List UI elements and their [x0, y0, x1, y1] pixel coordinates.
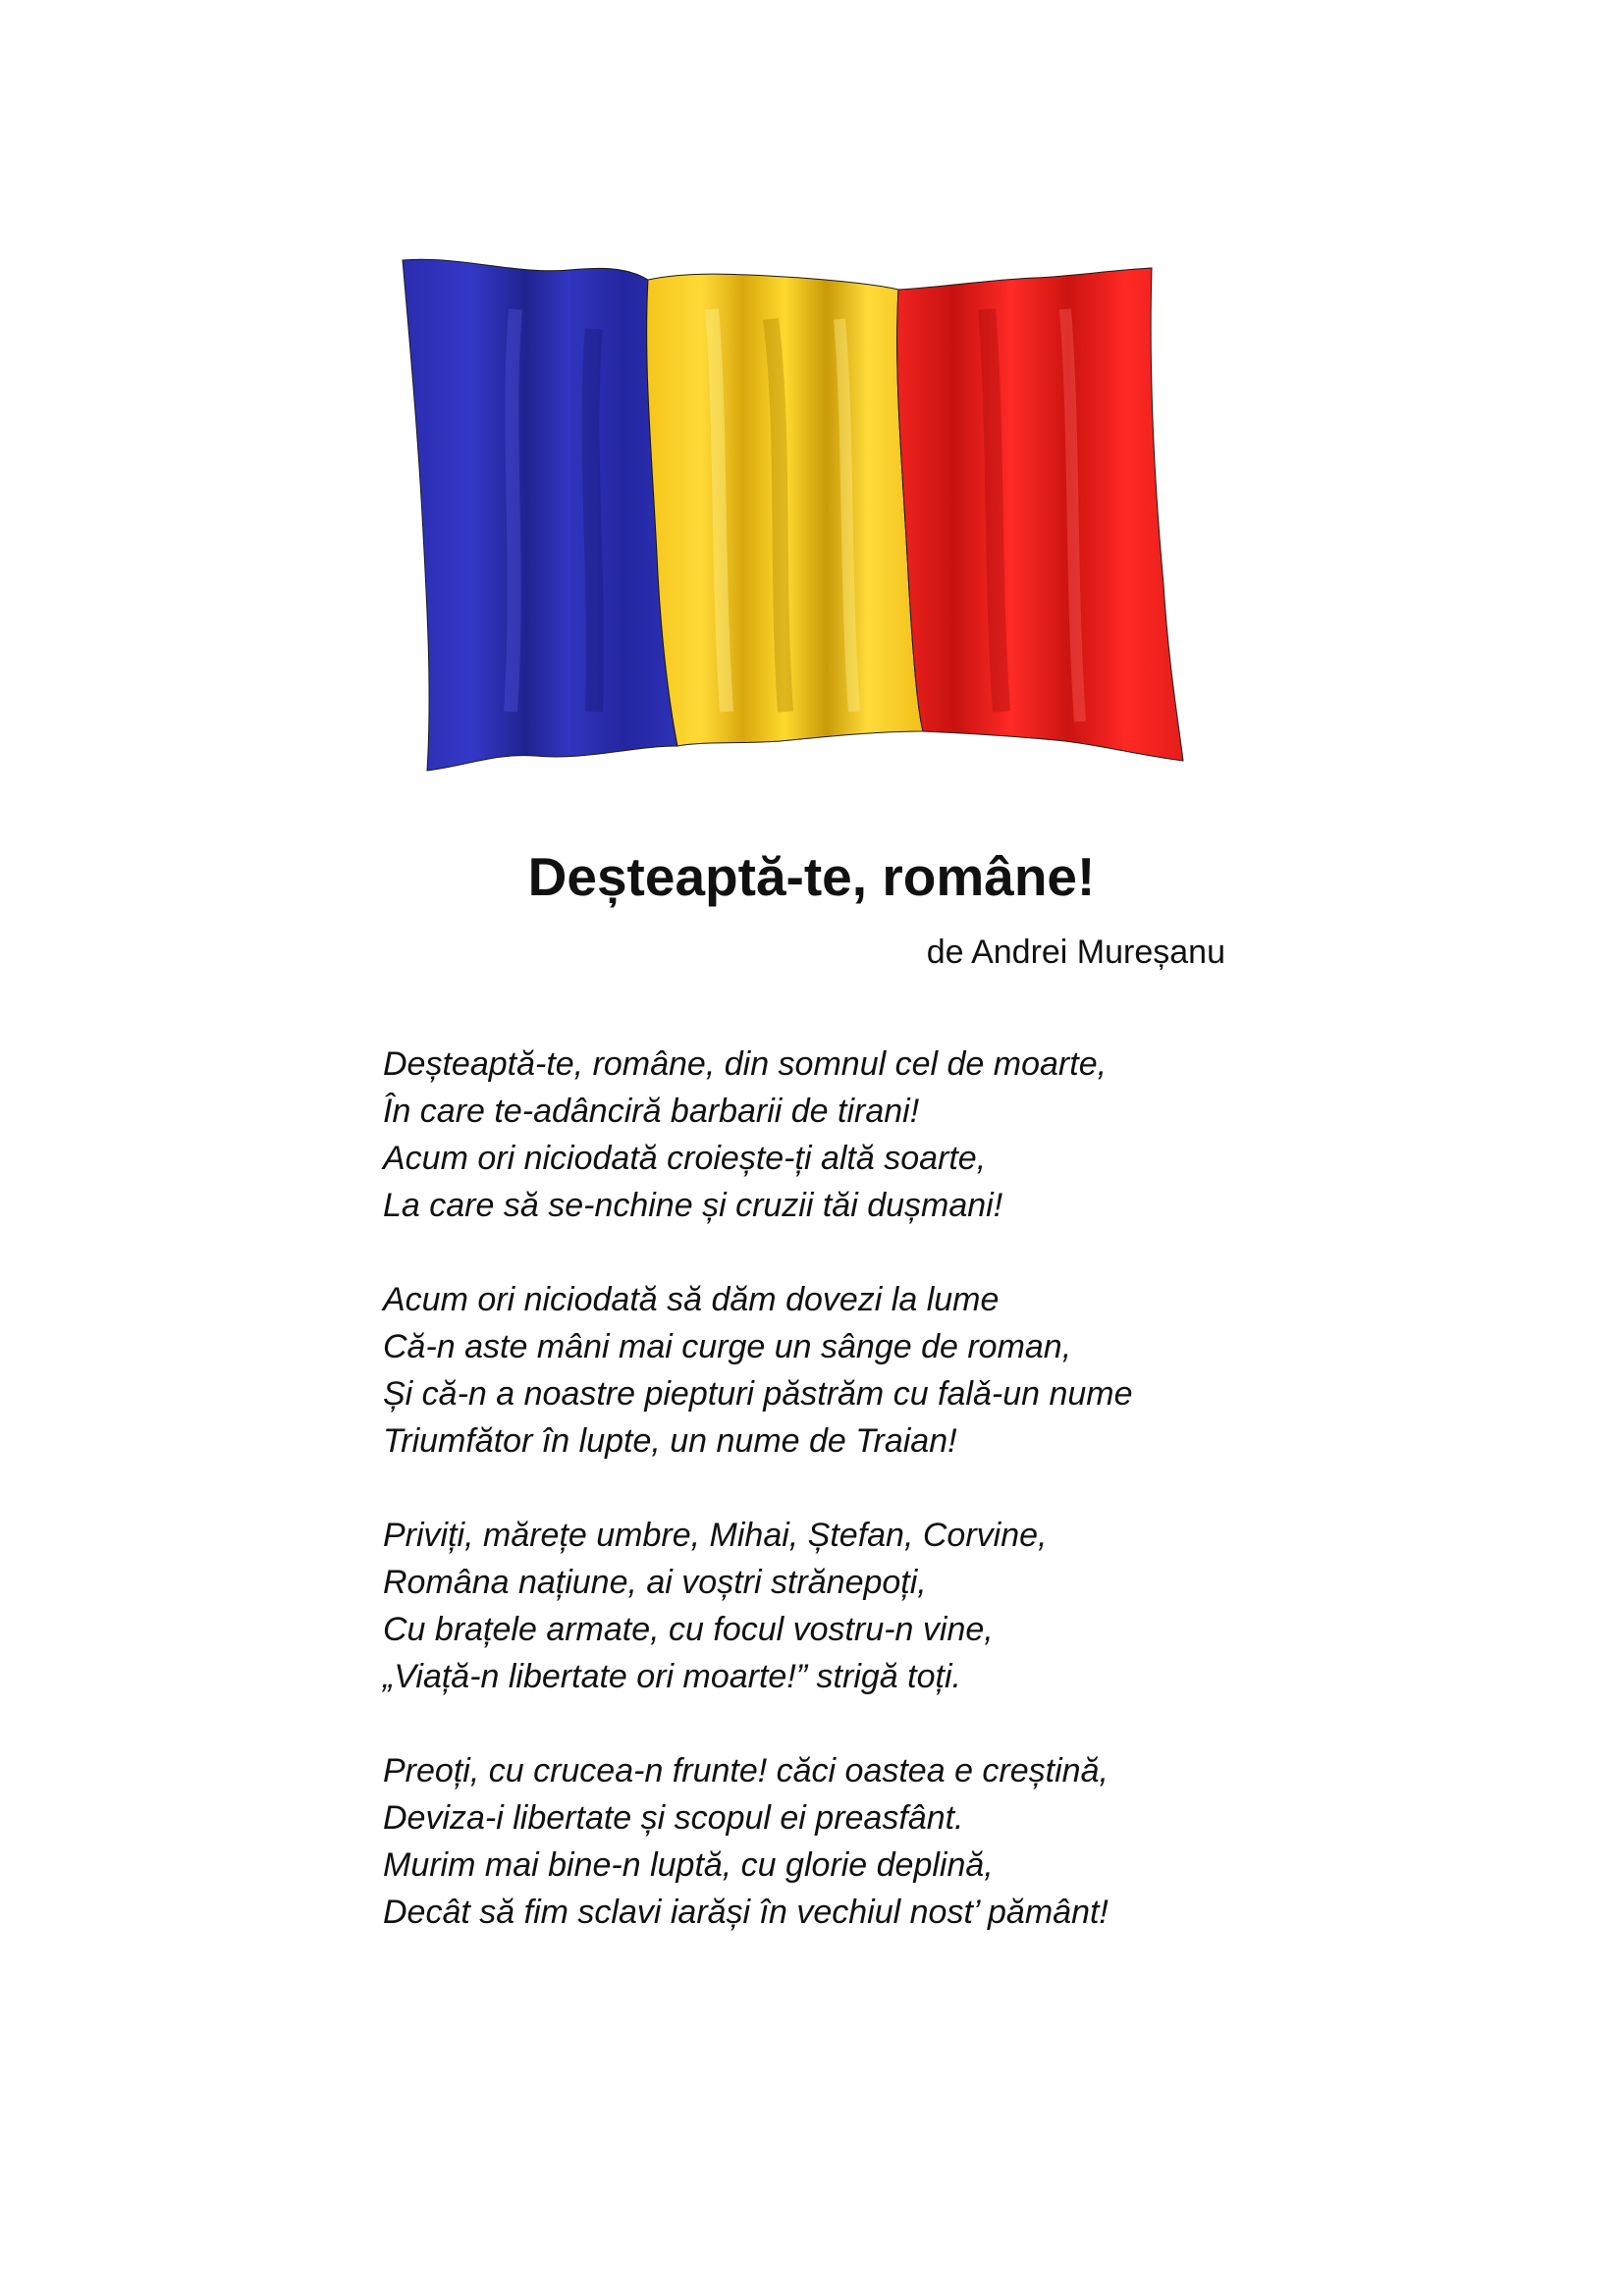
- poem-line: Acum ori niciodată să dăm dovezi la lume: [383, 1281, 1000, 1318]
- poem-line: Preoți, cu crucea-n frunte! căci oastea e creștină,: [383, 1752, 1109, 1789]
- poem-title: Deșteaptă-te, române!: [527, 846, 1096, 907]
- poem-author: de Andrei Mureșanu: [926, 934, 1225, 971]
- poem-line: Cu brațele armate, cu focul vostru-n vine,: [383, 1611, 994, 1648]
- poem-line: Deșteaptă-te, române, din somnul cel de moarte,: [383, 1045, 1108, 1083]
- poem-line: Murim mai bine-n luptă, cu glorie deplină,: [383, 1846, 994, 1884]
- flag-graphic: [398, 250, 1188, 775]
- poem-line: Priviți, mărețe umbre, Mihai, Ștefan, Corvine,: [383, 1517, 1048, 1554]
- poem-line: Româna națiune, ai voștri strănepoți,: [383, 1564, 927, 1601]
- flag-red-stripe: [897, 268, 1183, 761]
- poem-line: În care te-adânciră barbarii de tirani!: [383, 1093, 920, 1130]
- poem-line: Deviza-i libertate și scopul ei preasfânt.: [383, 1799, 964, 1837]
- poem-line: Acum ori niciodată croiește-ți altă soarte,: [383, 1140, 987, 1177]
- poem-line: Triumfător în lupte, un nume de Traian!: [383, 1422, 957, 1460]
- stanza: [383, 1747, 1267, 1936]
- poem-line: „Viață-n libertate ori moarte!” strigă toți.: [383, 1658, 961, 1695]
- flag-blue-stripe: [403, 259, 677, 771]
- stanza: [383, 1276, 1267, 1465]
- stanza: [383, 1041, 1267, 1229]
- poem-line: Decât să fim sclavi iarăși în vechiul nost’ pământ!: [383, 1894, 1109, 1931]
- stanza: [383, 1512, 1267, 1700]
- poem-line: Și că-n a noastre piepturi păstrăm cu falǎ-un nume: [383, 1375, 1133, 1413]
- poem-body: [383, 1041, 1267, 1983]
- poem-line: Că-n aste mâni mai curge un sânge de roman,: [383, 1328, 1072, 1365]
- poem-line: La care să se-nchine și cruzii tăi dușmani!: [383, 1187, 1003, 1224]
- romanian-flag-image: [398, 250, 1188, 775]
